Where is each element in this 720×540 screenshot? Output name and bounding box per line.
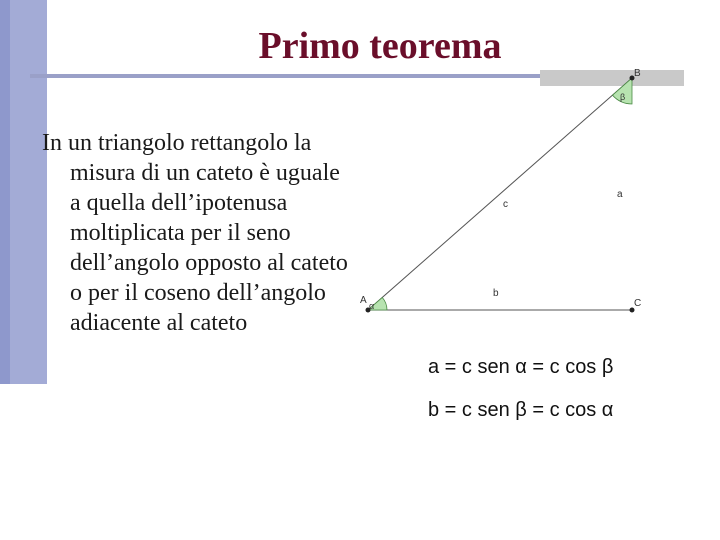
theorem-text bbox=[42, 128, 352, 338]
side-a-label: a bbox=[617, 189, 623, 200]
vertex-a-label: A bbox=[360, 295, 367, 306]
side-c-label: c bbox=[503, 199, 508, 210]
triangle-diagram bbox=[350, 60, 670, 330]
left-accent-bar bbox=[0, 0, 47, 384]
slide-title: Primo teorema bbox=[258, 25, 502, 67]
formula-b: b = c sen β = c cos α bbox=[428, 399, 614, 421]
left-accent-bar-inner bbox=[0, 0, 10, 384]
hypotenuse-line bbox=[368, 78, 632, 310]
angle-alpha-label: α bbox=[369, 301, 375, 311]
theorem-paragraph: In un triangolo rettangolo la misura di un cateto è uguale a quella dell’ipotenusa moltiplicata per il seno dell’angolo opposto al cateto o per il coseno dell’angolo adiacente al cateto bbox=[42, 130, 348, 336]
angle-beta-label: β bbox=[620, 92, 626, 102]
formula-a: a = c sen α = c cos β bbox=[428, 356, 614, 378]
vertex-c-label: C bbox=[634, 298, 642, 309]
side-b-label: b bbox=[493, 288, 499, 299]
vertex-b-label: B bbox=[634, 68, 641, 79]
